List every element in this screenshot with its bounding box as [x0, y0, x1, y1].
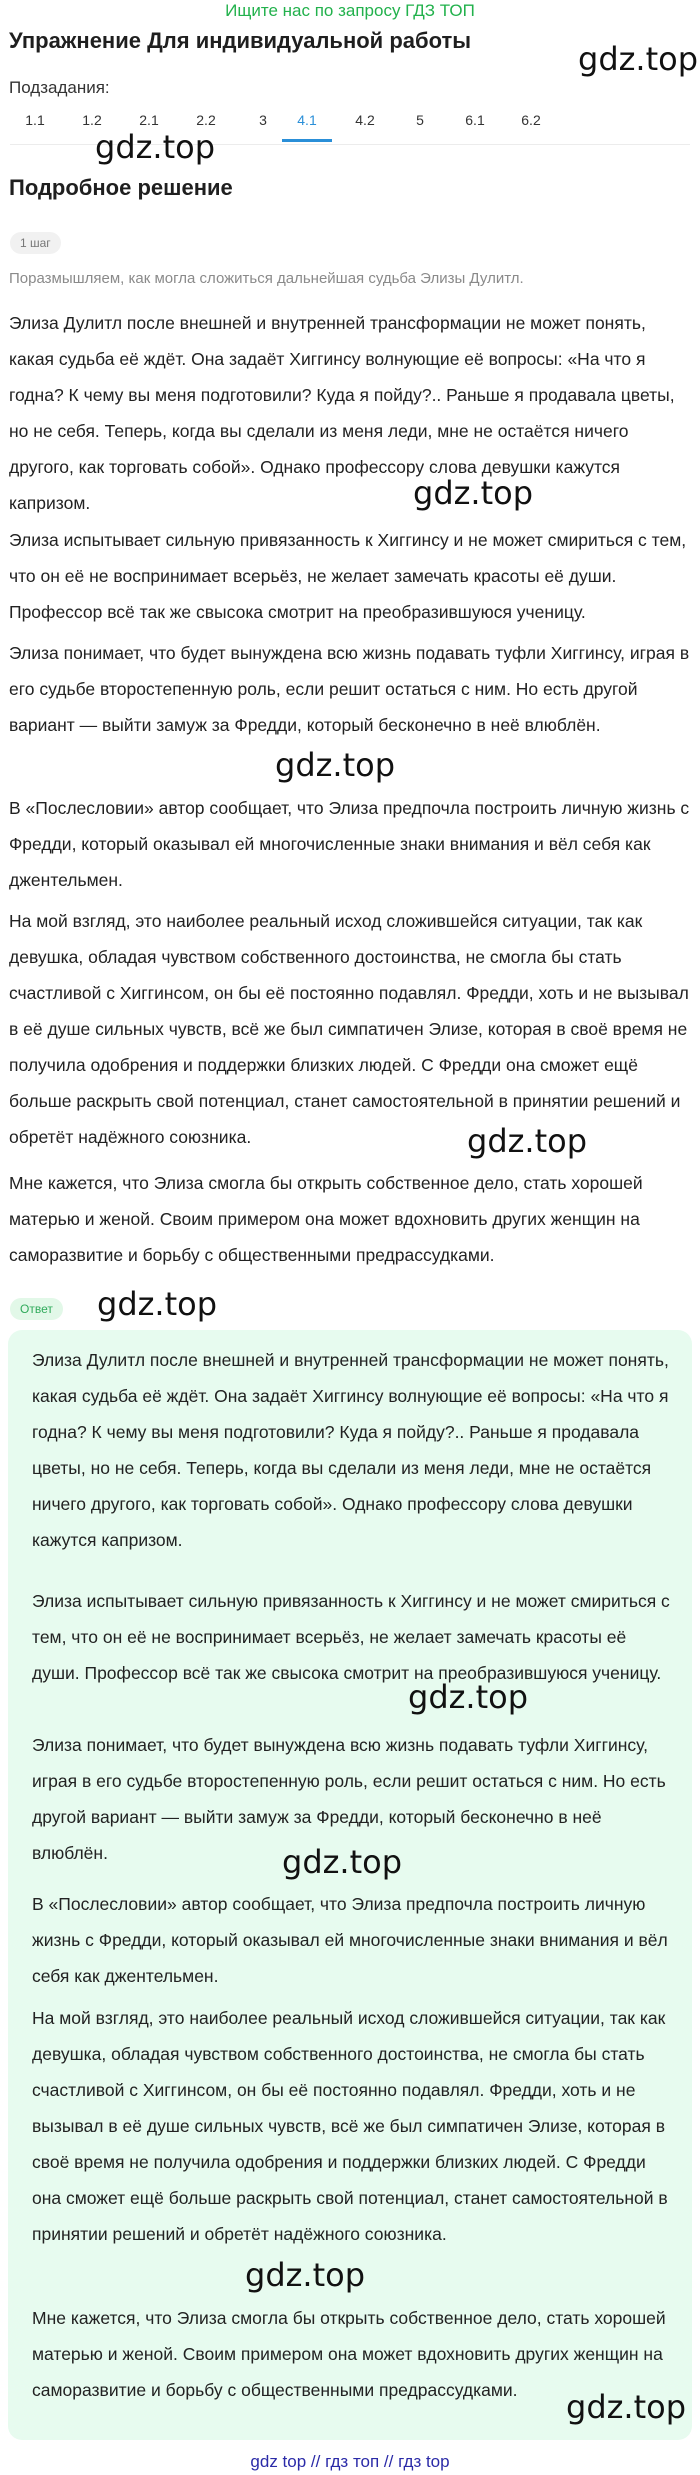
watermark: gdz.top — [413, 474, 534, 512]
page-title: Упражнение Для индивидуальной работы — [9, 28, 472, 53]
promo-banner[interactable]: Ищите нас по запросу ГДЗ ТОП — [225, 1, 475, 20]
answer-paragraph: Элиза испытывает сильную привязанность к Хиггинсу и не может смириться с тем, что он её не воспринимает всерьёз, не желает замечать красоты её души. Профессор всё так же свысока смотрит на преобразившуюся ученицу. — [32, 1591, 670, 1683]
tab-4-2[interactable]: 4.2 — [355, 112, 375, 128]
answer-paragraph: Элиза понимает, что будет вынуждена всю жизнь подавать туфли Хиггинсу, играя в его судьбе второстепенную роль, если решит остаться с ним. Но есть другой вариант — выйти замуж за Фредди, который бесконечно в неё влюблён. — [32, 1735, 666, 1863]
tab-6-1[interactable]: 6.1 — [465, 112, 485, 128]
answer-paragraph: Элиза Дулитл после внешней и внутренней трансформации не может понять, какая судьба её ждёт. Она задаёт Хиггинсу волнующие её вопросы: «На что я годна? К чему вы меня подготовили? Куда я пойду?.. Раньше я продавала цветы, но не себя. Теперь, когда вы сделали из меня леди, мне не остаётся ничего другого, как торговать собой». Однако профессору слова девушки кажутся капризом. — [32, 1350, 669, 1550]
watermark: gdz.top — [578, 40, 699, 78]
watermark: gdz.top — [566, 2388, 687, 2426]
answer-paragraph: На мой взгляд, это наиболее реальный исход сложившейся ситуации, так как девушка, обладая чувством собственного достоинства, не смогла бы стать счастливой с Хиггинсом, он бы её постоянно подавлял. Фредди, хоть и не вызывал в её душе сильных чувств, всё же был симпатичен Элизе, которая в своё время не получила одобрения и поддержки близких людей. С Фредди она сможет ещё больше раскрыть свой потенциал, станет самостоятельной в принятии решений и обретёт надёжного союзника. — [32, 2008, 668, 2244]
step-description: Поразмышляем, как могла сложиться дальнейшая судьба Элизы Дулитл. — [9, 270, 524, 287]
watermark: gdz.top — [245, 2256, 366, 2294]
solution-paragraph: На мой взгляд, это наиболее реальный исход сложившейся ситуации, так как девушка, обладая чувством собственного достоинства, не смогла бы стать счастливой с Хиггинсом, он бы её постоянно подавлял. Фредди, хоть и не вызывал в её душе сильных чувств, всё же был симпатичен Элизе, которая в своё время не получила одобрения и поддержки близких людей. С Фредди она сможет ещё больше раскрыть свой потенциал, станет самостоятельной в принятии решений и обретёт надёжного союзника. — [9, 911, 689, 1147]
tab-1-2[interactable]: 1.2 — [82, 112, 102, 128]
solution-paragraph: Элиза понимает, что будет вынуждена всю жизнь подавать туфли Хиггинсу, играя в его судьбе второстепенную роль, если решит остаться с ним. Но есть другой вариант — выйти замуж за Фредди, который бесконечно в неё влюблён. — [9, 643, 690, 735]
tab-1-1[interactable]: 1.1 — [25, 112, 45, 128]
watermark: gdz.top — [408, 1678, 529, 1716]
tab-5[interactable]: 5 — [416, 112, 424, 128]
subtasks-label: Подзадания: — [9, 78, 110, 97]
tab-3[interactable]: 3 — [259, 112, 267, 128]
watermark: gdz.top — [275, 746, 396, 784]
answer-paragraph: Мне кажется, что Элиза смогла бы открыть собственное дело, стать хорошей матерью и женой. Своим примером она может вдохновить других женщин на саморазвитие и борьбу с общественными предрассудками. — [32, 2308, 666, 2400]
solution-paragraph: Элиза испытывает сильную привязанность к Хиггинсу и не может смириться с тем, что он её не воспринимает всерьёз, не желает замечать красоты её души. Профессор всё так же свысока смотрит на преобразившуюся ученицу. — [9, 530, 687, 622]
watermark: gdz.top — [97, 1285, 218, 1323]
tab-4-1[interactable]: 4.1 — [282, 108, 332, 142]
tab-6-2[interactable]: 6.2 — [521, 112, 541, 128]
footer-links[interactable]: gdz top // гдз топ // гдз top — [250, 2452, 450, 2471]
tab-2-1[interactable]: 2.1 — [139, 112, 159, 128]
section-title: Подробное решение — [9, 175, 233, 200]
watermark: gdz.top — [282, 1843, 403, 1881]
answer-badge: Ответ — [10, 1298, 63, 1320]
step-badge: 1 шаг — [10, 232, 61, 254]
answer-paragraph: В «Послесловии» автор сообщает, что Элиза предпочла построить личную жизнь с Фредди, который оказывал ей многочисленные знаки внимания и вёл себя как джентельмен. — [32, 1894, 668, 1986]
solution-paragraph: Элиза Дулитл после внешней и внутренней трансформации не может понять, какая судьба её ждёт. Она задаёт Хиггинсу волнующие её вопросы: «На что я годна? К чему вы меня подготовили? Куда я пойду?.. Раньше я продавала цветы, но не себя. Теперь, когда вы сделали из меня леди, мне не остаётся ничего другого, как торговать собой». Однако профессору слова девушки кажутся капризом. — [9, 313, 675, 513]
tab-2-2[interactable]: 2.2 — [196, 112, 216, 128]
watermark: gdz.top — [95, 128, 216, 166]
solution-paragraph: Мне кажется, что Элиза смогла бы открыть собственное дело, стать хорошей матерью и женой. Своим примером она может вдохновить других женщин на саморазвитие и борьбу с общественными предрассудками. — [9, 1173, 643, 1265]
watermark: gdz.top — [467, 1122, 588, 1160]
solution-paragraph: В «Послесловии» автор сообщает, что Элиза предпочла построить личную жизнь с Фредди, который оказывал ей многочисленные знаки внимания и вёл себя как джентельмен. — [9, 798, 690, 890]
